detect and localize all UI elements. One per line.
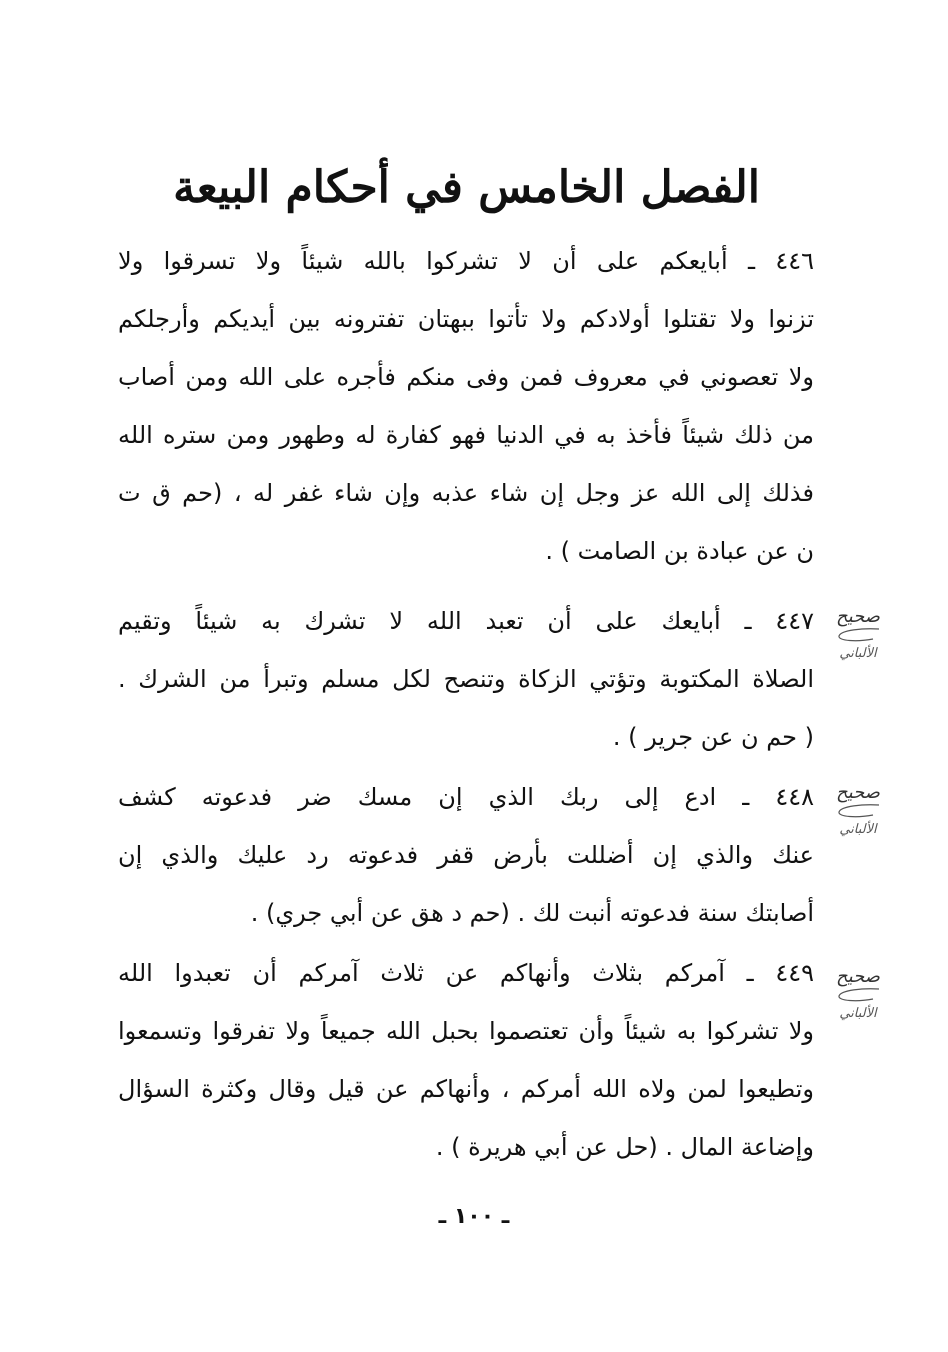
text-line: ٤٤٨ ـ ادع إلى ربك الذي إن مسك ضر فدعوته كشف bbox=[118, 783, 814, 811]
text-line: تزنوا ولا تقتلوا أولادكم ولا تأتوا ببهتان تفترونه بين أيديكم وأرجلكم bbox=[118, 305, 814, 333]
hadith-447 bbox=[118, 592, 814, 766]
margin-note-source: الألباني bbox=[839, 646, 877, 661]
text-line: ٤٤٧ ـ أبايعك على أن تعبد الله لا تشرك به شيئاً وتقيم bbox=[118, 607, 814, 635]
text-line: وتطيعوا لمن ولاه الله أمركم ، وأنهاكم عن قيل وقال وكثرة السؤال bbox=[118, 1075, 814, 1103]
margin-note-sahih bbox=[818, 964, 898, 1024]
text-line: ولا تشركوا به شيئاً وأن تعتصموا بحبل الله جميعاً ولا تفرقوا وتسمعوا bbox=[118, 1017, 814, 1045]
margin-note-grade: صحيح bbox=[836, 606, 880, 627]
text-line: ن عن عبادة بن الصامت ) . bbox=[545, 537, 814, 565]
text-line: أصابتك سنة فدعوته أنبت لك . (حم د هق عن أبي جري) . bbox=[250, 899, 814, 927]
margin-note-grade: صحيح bbox=[836, 966, 880, 987]
text-line: الصلاة المكتوبة وتؤتي الزكاة وتنصح لكل مسلم وتبرأ من الشرك . bbox=[118, 665, 814, 693]
text-line: من ذلك شيئاً فأخذ به في الدنيا فهو كفارة له وطهور ومن ستره الله bbox=[118, 421, 814, 449]
hadith-448 bbox=[118, 768, 814, 942]
margin-note-sahih bbox=[818, 780, 898, 840]
text-line: وإضاعة المال . (حل عن أبي هريرة ) . bbox=[435, 1133, 814, 1161]
hadith-446 bbox=[118, 232, 814, 580]
margin-note-source: الألباني bbox=[839, 1006, 877, 1021]
page-number: ـ ١٠٠ ـ bbox=[438, 1204, 510, 1229]
text-line: ٤٤٩ ـ آمركم بثلاث وأنهاكم عن ثلاث آمركم أن تعبدوا الله bbox=[118, 959, 814, 987]
text-line: عنك والذي إن أضللت بأرض قفر فدعوته رد عليك والذي إن bbox=[118, 841, 814, 869]
text-line: فذلك إلى الله عز وجل إن شاء عذبه وإن شاء غفر له ، (حم ق ت bbox=[118, 479, 814, 507]
text-line: ٤٤٦ ـ أبايعكم على أن لا تشركوا بالله شيئاً ولا تسرقوا ولا bbox=[118, 247, 814, 275]
hadith-449 bbox=[118, 944, 814, 1176]
margin-note-source: الألباني bbox=[839, 822, 877, 837]
text-line: ( حم ن عن جرير ) . bbox=[612, 723, 814, 751]
text-line: ولا تعصوني في معروف فمن وفى منكم فأجره على الله ومن أصاب bbox=[118, 363, 814, 391]
chapter-title: الفصل الخامس في أحكام البيعة bbox=[173, 162, 760, 213]
margin-note-sahih bbox=[818, 604, 898, 664]
margin-note-grade: صحيح bbox=[836, 782, 880, 803]
